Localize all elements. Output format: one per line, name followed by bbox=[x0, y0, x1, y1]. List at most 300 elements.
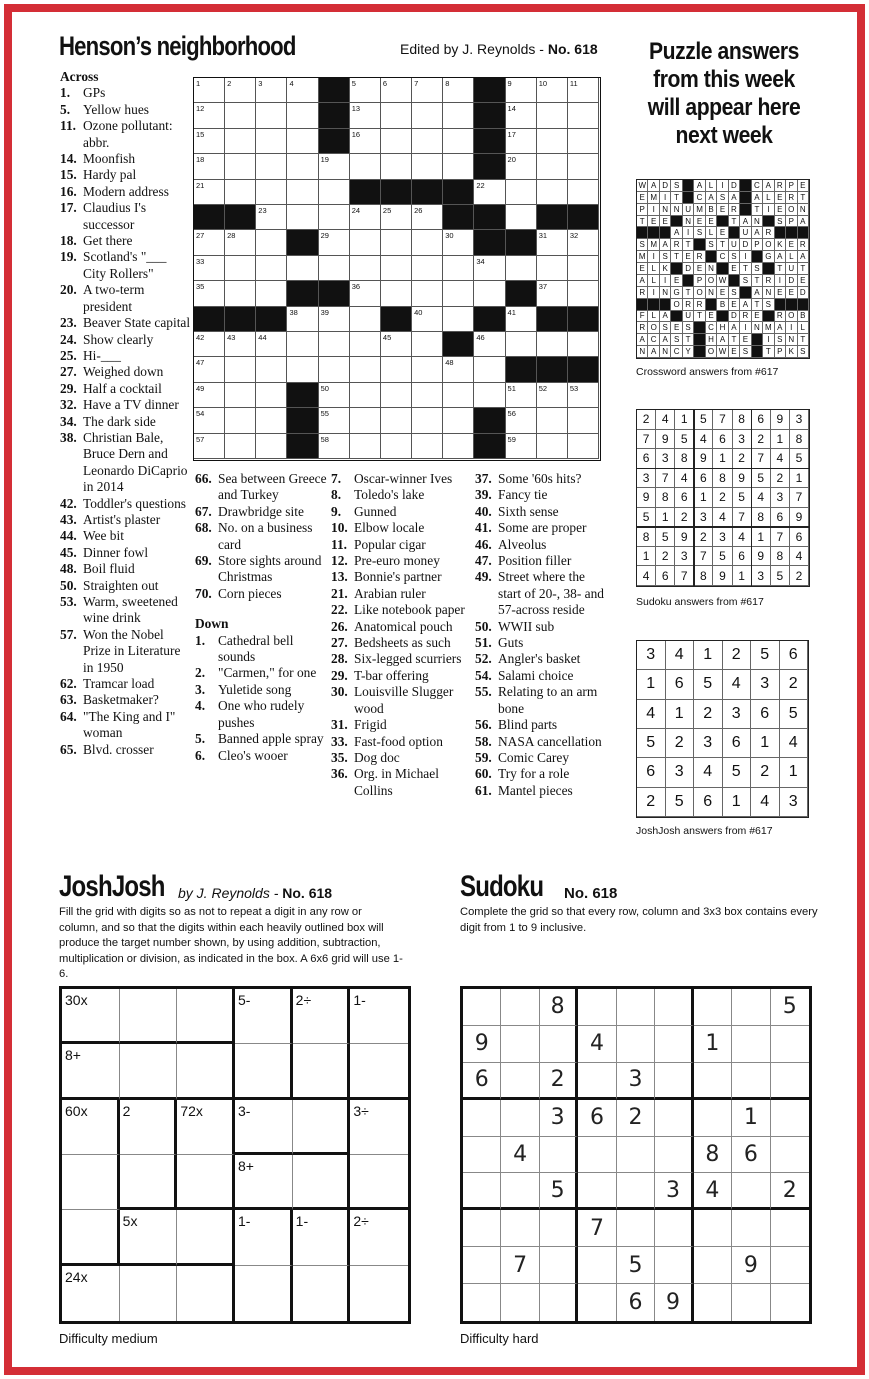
clue-item bbox=[195, 682, 330, 698]
sudoku-cell[interactable] bbox=[540, 1247, 578, 1284]
crossword-cell[interactable] bbox=[225, 154, 256, 179]
crossword-cell[interactable] bbox=[194, 256, 225, 281]
sudoku-cell[interactable] bbox=[463, 989, 501, 1026]
sudoku-cell[interactable] bbox=[655, 1100, 693, 1137]
joshjosh-cell[interactable] bbox=[235, 1100, 293, 1155]
crossword-cell[interactable] bbox=[287, 205, 318, 230]
joshjosh-cell[interactable] bbox=[350, 1210, 408, 1265]
joshjosh-cell[interactable] bbox=[293, 1155, 351, 1210]
joshjosh-cell[interactable] bbox=[177, 1210, 235, 1265]
joshjosh-cell[interactable] bbox=[62, 989, 120, 1044]
joshjosh-cell[interactable] bbox=[62, 1155, 120, 1210]
crossword-cell[interactable] bbox=[287, 180, 318, 205]
answer-cell: D bbox=[729, 311, 740, 323]
joshjosh-cell[interactable] bbox=[177, 1100, 235, 1155]
sudoku-cell[interactable] bbox=[463, 1210, 501, 1247]
sudoku-given[interactable]: 2 bbox=[771, 1173, 809, 1210]
sudoku-cell[interactable] bbox=[655, 1210, 693, 1247]
sudoku-cell[interactable] bbox=[501, 1063, 539, 1100]
answer-cell: N bbox=[660, 346, 671, 358]
clue-text: WWII sub bbox=[498, 618, 555, 634]
crossword-cell[interactable] bbox=[350, 357, 381, 382]
sudoku-cell[interactable] bbox=[771, 1210, 809, 1247]
sudoku-given[interactable]: 1 bbox=[732, 1100, 770, 1137]
sudoku-cell[interactable] bbox=[578, 1247, 616, 1284]
crossword-cell[interactable] bbox=[381, 205, 412, 230]
joshjosh-answers-caption: JoshJosh answers from #617 bbox=[636, 825, 773, 837]
sudoku-cell[interactable] bbox=[694, 1247, 732, 1284]
crossword-cell[interactable] bbox=[381, 332, 412, 357]
crossword-cell[interactable] bbox=[474, 281, 505, 306]
crossword-cell[interactable] bbox=[225, 103, 256, 128]
crossword-cell[interactable] bbox=[443, 78, 474, 103]
crossword-cell[interactable] bbox=[412, 408, 443, 433]
sudoku-cell[interactable] bbox=[771, 1137, 809, 1174]
crossword-cell[interactable] bbox=[381, 434, 412, 459]
crossword-cell[interactable] bbox=[412, 129, 443, 154]
sudoku-cell[interactable] bbox=[655, 989, 693, 1026]
crossword-cell[interactable] bbox=[287, 357, 318, 382]
crossword-cell[interactable] bbox=[412, 256, 443, 281]
crossword-cell[interactable] bbox=[194, 180, 225, 205]
crossword-cell[interactable] bbox=[568, 180, 599, 205]
sudoku-given[interactable]: 9 bbox=[655, 1284, 693, 1321]
joshjosh-cell[interactable] bbox=[120, 1100, 178, 1155]
sudoku-cell[interactable] bbox=[578, 1173, 616, 1210]
crossword-cell[interactable] bbox=[287, 103, 318, 128]
crossword-cell[interactable] bbox=[506, 154, 537, 179]
sudoku-cell[interactable] bbox=[694, 1210, 732, 1247]
answer-cell: H bbox=[706, 334, 717, 346]
sudoku-given[interactable]: 7 bbox=[578, 1210, 616, 1247]
crossword-cell[interactable] bbox=[350, 281, 381, 306]
answer-cell: A bbox=[717, 334, 728, 346]
cell-number: 14 bbox=[507, 104, 516, 114]
cell-number: 30 bbox=[445, 231, 454, 241]
sudoku-given[interactable]: 7 bbox=[501, 1247, 539, 1284]
crossword-cell[interactable] bbox=[412, 307, 443, 332]
crossword-cell[interactable] bbox=[537, 434, 568, 459]
crossword-cell[interactable] bbox=[443, 434, 474, 459]
sudoku-given[interactable]: 4 bbox=[694, 1173, 732, 1210]
crossword-cell[interactable] bbox=[537, 230, 568, 255]
crossword-cell[interactable] bbox=[443, 256, 474, 281]
crossword-cell[interactable] bbox=[256, 129, 287, 154]
crossword-cell[interactable] bbox=[319, 408, 350, 433]
crossword-cell[interactable] bbox=[568, 281, 599, 306]
joshjosh-cell[interactable] bbox=[235, 1210, 293, 1265]
answer-cell: 9 bbox=[790, 508, 809, 528]
clue-number: 55. bbox=[475, 684, 492, 700]
crossword-cell[interactable] bbox=[256, 154, 287, 179]
crossword-cell[interactable] bbox=[537, 383, 568, 408]
crossword-cell[interactable] bbox=[412, 154, 443, 179]
joshjosh-cell[interactable] bbox=[177, 1155, 235, 1210]
crossword-cell[interactable] bbox=[568, 103, 599, 128]
crossword-cell[interactable] bbox=[412, 230, 443, 255]
sudoku-cell[interactable] bbox=[694, 1284, 732, 1321]
crossword-cell[interactable] bbox=[350, 408, 381, 433]
crossword-cell[interactable] bbox=[225, 256, 256, 281]
crossword-cell[interactable] bbox=[412, 383, 443, 408]
crossword-cell[interactable] bbox=[225, 383, 256, 408]
crossword-cell[interactable] bbox=[443, 103, 474, 128]
sudoku-given[interactable]: 5 bbox=[540, 1173, 578, 1210]
sudoku-given[interactable]: 4 bbox=[578, 1026, 616, 1063]
crossword-cell[interactable] bbox=[537, 281, 568, 306]
sudoku-cell[interactable] bbox=[655, 1137, 693, 1174]
answer-cell: S bbox=[763, 299, 774, 311]
clue-column-2 bbox=[195, 471, 330, 764]
sudoku-given[interactable]: 3 bbox=[617, 1063, 655, 1100]
sudoku-cell[interactable] bbox=[694, 1063, 732, 1100]
sudoku-cell[interactable] bbox=[540, 1284, 578, 1321]
joshjosh-cell[interactable] bbox=[120, 1266, 178, 1321]
joshjosh-cell[interactable] bbox=[293, 1044, 351, 1099]
joshjosh-cell[interactable] bbox=[235, 1155, 293, 1210]
crossword-cell[interactable] bbox=[443, 154, 474, 179]
clue-number: 58. bbox=[475, 733, 492, 749]
crossword-cell[interactable] bbox=[412, 357, 443, 382]
sudoku-cell[interactable] bbox=[694, 989, 732, 1026]
crossword-cell[interactable] bbox=[319, 154, 350, 179]
crossword-cell[interactable] bbox=[381, 357, 412, 382]
joshjosh-cell[interactable] bbox=[350, 1266, 408, 1321]
crossword-cell[interactable] bbox=[350, 434, 381, 459]
sudoku-cell[interactable] bbox=[501, 1210, 539, 1247]
joshjosh-cell[interactable] bbox=[62, 1210, 120, 1265]
crossword-cell[interactable] bbox=[443, 129, 474, 154]
crossword-cell[interactable] bbox=[474, 256, 505, 281]
joshjosh-cell[interactable] bbox=[62, 1266, 120, 1321]
crossword-cell[interactable] bbox=[381, 129, 412, 154]
crossword-cell[interactable] bbox=[287, 129, 318, 154]
crossword-cell[interactable] bbox=[412, 281, 443, 306]
sudoku-cell[interactable] bbox=[732, 1173, 770, 1210]
crossword-cell[interactable] bbox=[319, 307, 350, 332]
crossword-cell[interactable] bbox=[474, 180, 505, 205]
crossword-cell[interactable] bbox=[381, 281, 412, 306]
answer-block bbox=[694, 322, 705, 334]
crossword-cell[interactable] bbox=[474, 332, 505, 357]
crossword-cell[interactable] bbox=[537, 103, 568, 128]
joshjosh-cell[interactable] bbox=[235, 1266, 293, 1321]
crossword-cell[interactable] bbox=[381, 103, 412, 128]
crossword-cell[interactable] bbox=[287, 154, 318, 179]
sudoku-given[interactable]: 6 bbox=[617, 1284, 655, 1321]
crossword-cell[interactable] bbox=[256, 434, 287, 459]
sudoku-given[interactable]: 9 bbox=[463, 1026, 501, 1063]
sudoku-cell[interactable] bbox=[617, 1026, 655, 1063]
crossword-cell[interactable] bbox=[350, 154, 381, 179]
sudoku-cell[interactable] bbox=[463, 1284, 501, 1321]
joshjosh-cell[interactable] bbox=[293, 989, 351, 1044]
joshjosh-cell[interactable] bbox=[235, 989, 293, 1044]
crossword-grid[interactable] bbox=[193, 77, 601, 461]
crossword-cell[interactable] bbox=[537, 129, 568, 154]
crossword-cell[interactable] bbox=[568, 129, 599, 154]
joshjosh-cell[interactable] bbox=[120, 1044, 178, 1099]
sudoku-cell[interactable] bbox=[501, 989, 539, 1026]
crossword-cell[interactable] bbox=[568, 408, 599, 433]
sudoku-cell[interactable] bbox=[463, 1100, 501, 1137]
crossword-cell[interactable] bbox=[256, 230, 287, 255]
joshjosh-cell[interactable] bbox=[120, 1210, 178, 1265]
crossword-cell[interactable] bbox=[412, 78, 443, 103]
crossword-cell[interactable] bbox=[319, 383, 350, 408]
sudoku-given[interactable]: 8 bbox=[540, 989, 578, 1026]
sudoku-cell[interactable] bbox=[463, 1173, 501, 1210]
crossword-cell[interactable] bbox=[381, 154, 412, 179]
joshjosh-cell[interactable] bbox=[177, 1266, 235, 1321]
crossword-cell[interactable] bbox=[443, 281, 474, 306]
crossword-cell[interactable] bbox=[350, 129, 381, 154]
crossword-cell[interactable] bbox=[225, 281, 256, 306]
joshjosh-cell[interactable] bbox=[177, 989, 235, 1044]
answer-block bbox=[752, 334, 763, 346]
crossword-cell[interactable] bbox=[350, 78, 381, 103]
joshjosh-cell[interactable] bbox=[350, 1100, 408, 1155]
joshjosh-cell[interactable] bbox=[350, 989, 408, 1044]
crossword-cell[interactable] bbox=[350, 256, 381, 281]
sudoku-cell[interactable] bbox=[463, 1247, 501, 1284]
sudoku-cell[interactable] bbox=[617, 1210, 655, 1247]
sudoku-cell[interactable] bbox=[694, 1100, 732, 1137]
crossword-cell[interactable] bbox=[319, 434, 350, 459]
crossword-cell[interactable] bbox=[350, 383, 381, 408]
sudoku-cell[interactable] bbox=[578, 989, 616, 1026]
crossword-cell[interactable] bbox=[443, 307, 474, 332]
crossword-cell[interactable] bbox=[568, 154, 599, 179]
sudoku-given[interactable]: 6 bbox=[732, 1137, 770, 1174]
crossword-cell[interactable] bbox=[256, 408, 287, 433]
crossword-cell[interactable] bbox=[225, 129, 256, 154]
crossword-cell[interactable] bbox=[381, 230, 412, 255]
crossword-cell[interactable] bbox=[506, 129, 537, 154]
clue-text: Claudius I's successor bbox=[83, 200, 147, 232]
sudoku-given[interactable]: 2 bbox=[617, 1100, 655, 1137]
crossword-cell[interactable] bbox=[568, 434, 599, 459]
sudoku-given[interactable]: 2 bbox=[540, 1063, 578, 1100]
crossword-cell[interactable] bbox=[194, 281, 225, 306]
joshjosh-cell[interactable] bbox=[350, 1155, 408, 1210]
joshjosh-cell[interactable] bbox=[120, 989, 178, 1044]
crossword-cell[interactable] bbox=[225, 408, 256, 433]
crossword-cell[interactable] bbox=[225, 230, 256, 255]
joshjosh-cell[interactable] bbox=[293, 1266, 351, 1321]
crossword-cell[interactable] bbox=[443, 383, 474, 408]
sudoku-given[interactable]: 9 bbox=[732, 1247, 770, 1284]
sudoku-given[interactable]: 8 bbox=[694, 1137, 732, 1174]
sudoku-given[interactable]: 5 bbox=[771, 989, 809, 1026]
crossword-cell[interactable] bbox=[194, 332, 225, 357]
sudoku-cell[interactable] bbox=[540, 1210, 578, 1247]
sudoku-cell[interactable] bbox=[655, 1063, 693, 1100]
sudoku-given[interactable]: 5 bbox=[617, 1247, 655, 1284]
joshjosh-cell[interactable] bbox=[293, 1210, 351, 1265]
crossword-cell[interactable] bbox=[256, 180, 287, 205]
crossword-cell[interactable] bbox=[319, 357, 350, 382]
sudoku-given[interactable]: 6 bbox=[578, 1100, 616, 1137]
sudoku-grid[interactable] bbox=[460, 986, 812, 1324]
joshjosh-cell[interactable] bbox=[120, 1155, 178, 1210]
sudoku-cell[interactable] bbox=[501, 1173, 539, 1210]
crossword-cell[interactable] bbox=[537, 256, 568, 281]
crossword-cell[interactable] bbox=[287, 332, 318, 357]
sudoku-cell[interactable] bbox=[771, 1026, 809, 1063]
crossword-cell[interactable] bbox=[412, 205, 443, 230]
crossword-cell[interactable] bbox=[412, 103, 443, 128]
crossword-cell[interactable] bbox=[256, 281, 287, 306]
sudoku-cell[interactable] bbox=[732, 1210, 770, 1247]
crossword-cell[interactable] bbox=[225, 434, 256, 459]
sudoku-cell[interactable] bbox=[540, 1026, 578, 1063]
crossword-cell[interactable] bbox=[568, 256, 599, 281]
answer-cell: O bbox=[763, 239, 774, 251]
crossword-block bbox=[225, 307, 256, 332]
sudoku-cell[interactable] bbox=[501, 1284, 539, 1321]
sudoku-cell[interactable] bbox=[771, 1100, 809, 1137]
crossword-cell[interactable] bbox=[225, 78, 256, 103]
crossword-cell[interactable] bbox=[225, 180, 256, 205]
crossword-cell[interactable] bbox=[443, 357, 474, 382]
crossword-cell[interactable] bbox=[194, 230, 225, 255]
cell-number: 42 bbox=[196, 333, 205, 342]
sudoku-cell[interactable] bbox=[617, 989, 655, 1026]
sudoku-given[interactable]: 4 bbox=[501, 1137, 539, 1174]
crossword-cell[interactable] bbox=[506, 205, 537, 230]
crossword-cell[interactable] bbox=[287, 307, 318, 332]
crossword-cell[interactable] bbox=[350, 103, 381, 128]
sudoku-given[interactable]: 3 bbox=[540, 1100, 578, 1137]
sudoku-cell[interactable] bbox=[732, 1026, 770, 1063]
sudoku-cell[interactable] bbox=[540, 1137, 578, 1174]
sudoku-cell[interactable] bbox=[732, 1063, 770, 1100]
crossword-cell[interactable] bbox=[412, 434, 443, 459]
sudoku-cell[interactable] bbox=[501, 1026, 539, 1063]
crossword-cell[interactable] bbox=[319, 205, 350, 230]
crossword-cell[interactable] bbox=[537, 332, 568, 357]
sudoku-given[interactable]: 3 bbox=[655, 1173, 693, 1210]
crossword-cell[interactable] bbox=[381, 383, 412, 408]
crossword-cell[interactable] bbox=[194, 383, 225, 408]
answer-cell: D bbox=[786, 275, 797, 287]
sudoku-cell[interactable] bbox=[732, 1284, 770, 1321]
sudoku-cell[interactable] bbox=[578, 1063, 616, 1100]
crossword-cell[interactable] bbox=[194, 408, 225, 433]
crossword-cell[interactable] bbox=[537, 154, 568, 179]
sudoku-cell[interactable] bbox=[463, 1137, 501, 1174]
joshjosh-cell[interactable] bbox=[293, 1100, 351, 1155]
crossword-cell[interactable] bbox=[474, 357, 505, 382]
cell-number: 34 bbox=[476, 256, 485, 266]
crossword-cell[interactable] bbox=[506, 180, 537, 205]
crossword-cell[interactable] bbox=[350, 230, 381, 255]
joshjosh-cell[interactable] bbox=[350, 1044, 408, 1099]
crossword-cell[interactable] bbox=[319, 256, 350, 281]
sudoku-cell[interactable] bbox=[578, 1137, 616, 1174]
crossword-cell[interactable] bbox=[537, 180, 568, 205]
crossword-cell[interactable] bbox=[412, 332, 443, 357]
crossword-cell[interactable] bbox=[194, 129, 225, 154]
crossword-cell[interactable] bbox=[350, 332, 381, 357]
crossword-cell[interactable] bbox=[568, 230, 599, 255]
crossword-cell[interactable] bbox=[443, 230, 474, 255]
crossword-cell[interactable] bbox=[256, 383, 287, 408]
sudoku-cell[interactable] bbox=[732, 989, 770, 1026]
joshjosh-cell[interactable] bbox=[62, 1100, 120, 1155]
sudoku-cell[interactable] bbox=[617, 1137, 655, 1174]
crossword-cell[interactable] bbox=[568, 332, 599, 357]
crossword-cell[interactable] bbox=[256, 78, 287, 103]
crossword-cell[interactable] bbox=[194, 78, 225, 103]
crossword-cell[interactable] bbox=[537, 408, 568, 433]
crossword-cell[interactable] bbox=[256, 357, 287, 382]
sudoku-cell[interactable] bbox=[617, 1173, 655, 1210]
joshjosh-cell[interactable] bbox=[62, 1044, 120, 1099]
crossword-cell[interactable] bbox=[225, 332, 256, 357]
crossword-cell[interactable] bbox=[350, 205, 381, 230]
crossword-cell[interactable] bbox=[256, 332, 287, 357]
joshjosh-cell[interactable] bbox=[235, 1044, 293, 1099]
sudoku-cell[interactable] bbox=[655, 1026, 693, 1063]
crossword-cell[interactable] bbox=[381, 256, 412, 281]
joshjosh-cell[interactable] bbox=[177, 1044, 235, 1099]
crossword-cell[interactable] bbox=[506, 434, 537, 459]
joshjosh-grid[interactable] bbox=[59, 986, 411, 1324]
crossword-cell[interactable] bbox=[319, 230, 350, 255]
crossword-cell[interactable] bbox=[537, 78, 568, 103]
crossword-cell[interactable] bbox=[319, 180, 350, 205]
sudoku-cell[interactable] bbox=[655, 1247, 693, 1284]
sudoku-cell[interactable] bbox=[501, 1100, 539, 1137]
cell-number: 56 bbox=[507, 409, 516, 419]
crossword-cell[interactable] bbox=[568, 78, 599, 103]
sudoku-cell[interactable] bbox=[771, 1284, 809, 1321]
sudoku-cell[interactable] bbox=[578, 1284, 616, 1321]
crossword-cell[interactable] bbox=[194, 357, 225, 382]
crossword-cell[interactable] bbox=[350, 307, 381, 332]
crossword-cell[interactable] bbox=[381, 408, 412, 433]
crossword-cell[interactable] bbox=[506, 408, 537, 433]
crossword-cell[interactable] bbox=[506, 383, 537, 408]
crossword-cell[interactable] bbox=[194, 434, 225, 459]
sudoku-cell[interactable] bbox=[771, 1247, 809, 1284]
crossword-cell[interactable] bbox=[194, 103, 225, 128]
crossword-cell[interactable] bbox=[287, 78, 318, 103]
crossword-cell[interactable] bbox=[256, 256, 287, 281]
crossword-cell[interactable] bbox=[506, 78, 537, 103]
crossword-cell[interactable] bbox=[474, 383, 505, 408]
crossword-cell[interactable] bbox=[225, 357, 256, 382]
crossword-cell[interactable] bbox=[319, 332, 350, 357]
crossword-cell[interactable] bbox=[287, 256, 318, 281]
crossword-cell[interactable] bbox=[506, 307, 537, 332]
crossword-cell[interactable] bbox=[568, 383, 599, 408]
crossword-cell[interactable] bbox=[256, 103, 287, 128]
crossword-cell[interactable] bbox=[256, 205, 287, 230]
sudoku-given[interactable]: 1 bbox=[694, 1026, 732, 1063]
crossword-cell[interactable] bbox=[381, 78, 412, 103]
crossword-cell[interactable] bbox=[194, 154, 225, 179]
crossword-block bbox=[287, 383, 318, 408]
sudoku-given[interactable]: 6 bbox=[463, 1063, 501, 1100]
sudoku-cell[interactable] bbox=[771, 1063, 809, 1100]
crossword-cell[interactable] bbox=[506, 103, 537, 128]
crossword-cell[interactable] bbox=[506, 332, 537, 357]
crossword-cell[interactable] bbox=[443, 408, 474, 433]
crossword-cell[interactable] bbox=[506, 256, 537, 281]
